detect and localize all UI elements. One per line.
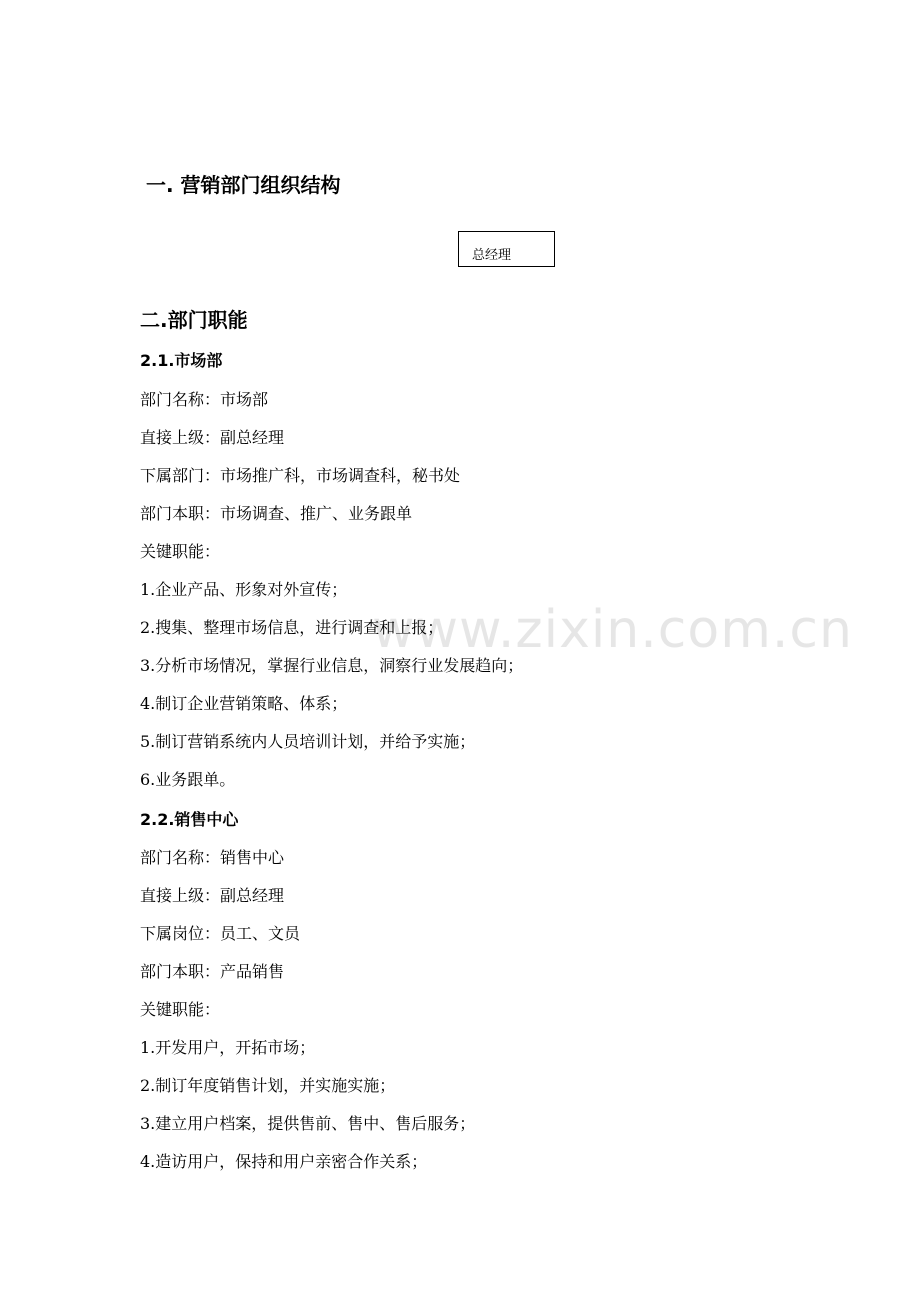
sales-center-function: 2.制订年度销售计划，并实施实施； [140,1076,396,1095]
org-chart-top-node [458,231,555,267]
sales-center-superior: 直接上级：副总经理 [140,886,285,905]
market-dept-function: 4.制订企业营销策略、体系； [140,694,348,713]
sales-center-key-label: 关键职能： [140,1000,221,1019]
sales-center-title: 2.2.销售中心 [140,810,239,829]
watermark: www.zixin.com.cn [372,600,853,660]
sales-center-function: 4.造访用户，保持和用户亲密合作关系； [140,1152,428,1171]
market-dept-name: 部门名称：市场部 [140,390,269,409]
section2-heading: 二.部门职能 [140,308,248,332]
market-dept-superior: 直接上级：副总经理 [140,428,285,447]
market-dept-function: 1.企业产品、形象对外宣传； [140,580,348,599]
sales-center-duty: 部门本职：产品销售 [140,962,285,981]
market-dept-function: 5.制订营销系统内人员培训计划，并给予实施； [140,732,476,751]
market-dept-duty: 部门本职：市场调查、推广、业务跟单 [140,504,413,523]
sales-center-subordinates: 下属岗位：员工、文员 [140,924,301,943]
sales-center-function: 3.建立用户档案，提供售前、售中、售后服务； [140,1114,476,1133]
market-dept-function: 2.搜集、整理市场信息，进行调查和上报； [140,618,444,637]
market-dept-function: 6.业务跟单。 [140,770,236,789]
market-dept-title: 2.1.市场部 [140,351,223,370]
market-dept-subordinates: 下属部门：市场推广科，市场调查科，秘书处 [140,466,461,485]
market-dept-function: 3.分析市场情况，掌握行业信息，洞察行业发展趋向； [140,656,524,675]
sales-center-function: 1.开发用户，开拓市场； [140,1038,316,1057]
market-dept-key-label: 关键职能： [140,542,221,561]
section1-heading: 一. 营销部门组织结构 [146,173,341,197]
org-chart-top-node-label: 总经理 [472,248,512,263]
sales-center-name: 部门名称：销售中心 [140,848,285,867]
